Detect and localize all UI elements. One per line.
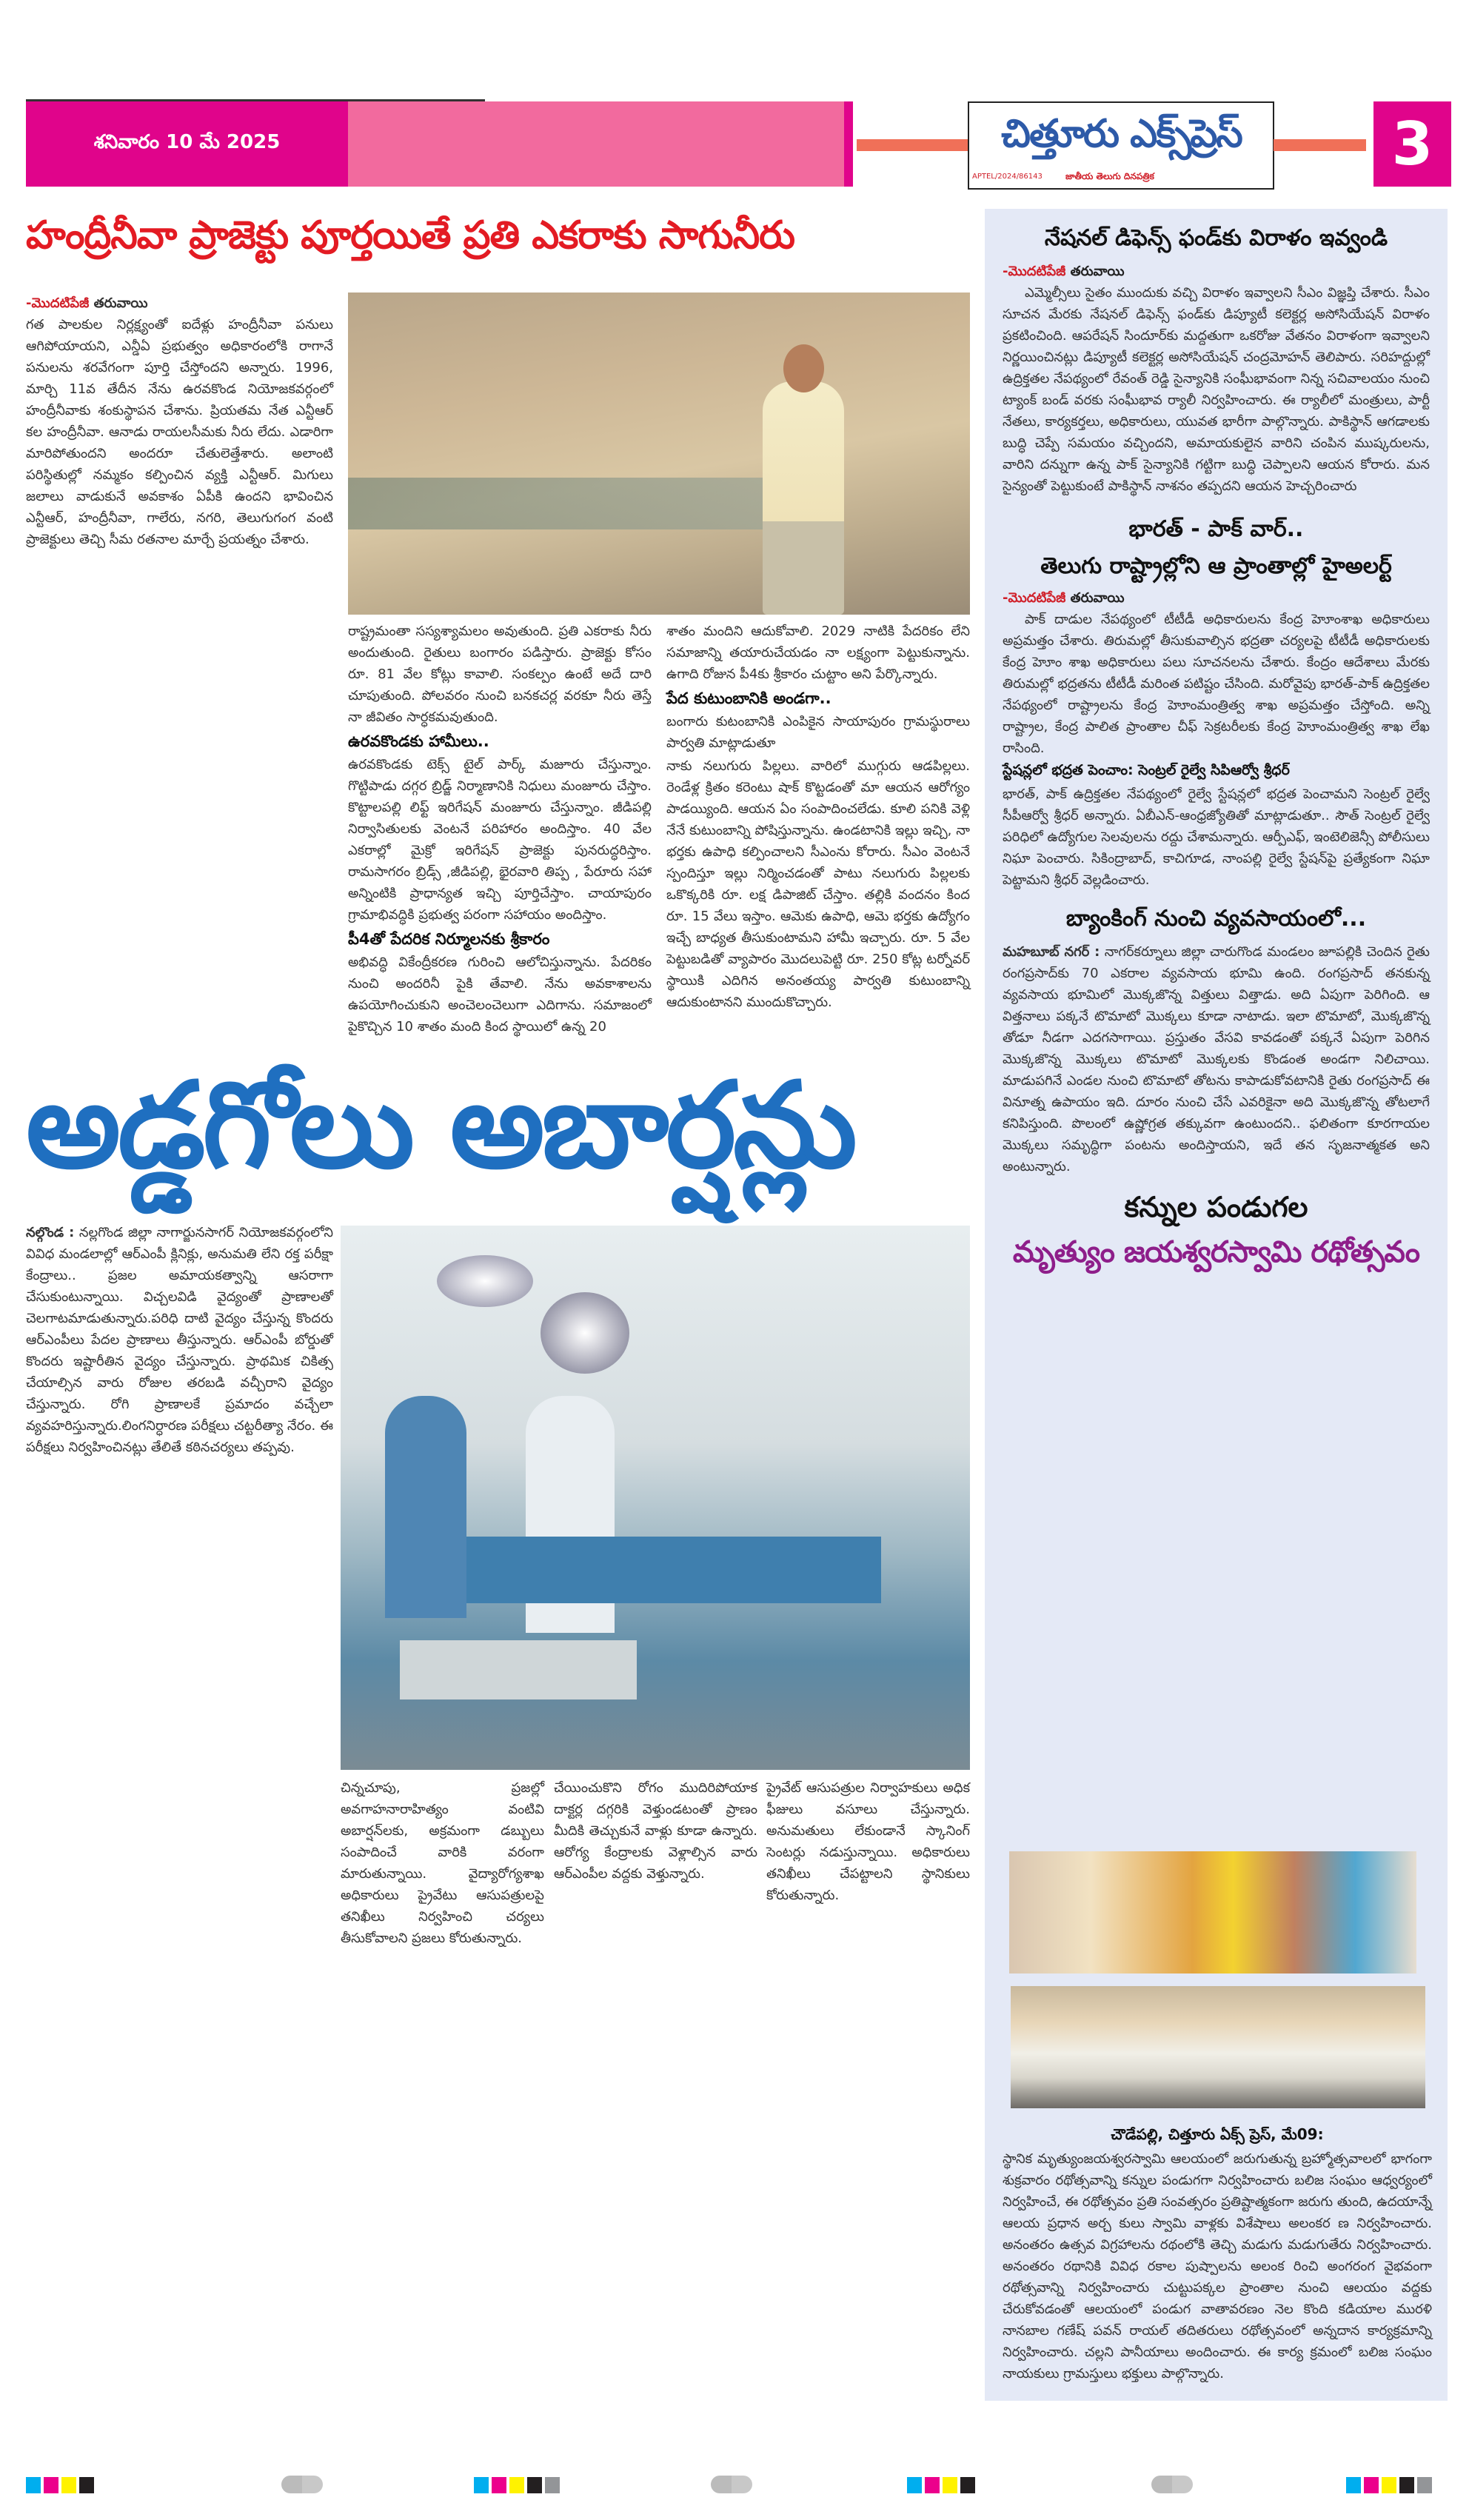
page-number: 3 xyxy=(1391,110,1433,178)
paragraph: నాకు నలుగురు పిల్లలు. వారిలో ముగ్గురు ఆడపిల్లలు. రెండేళ్ల క్రితం కరెంటు షాక్ కొట్టడంతో మా ఆయన ఆరోగ్యం పాడయ్యింది. ఆయన ఏం సంపాదించలేడు. కూలి పనికి వెళ్లి నేనే కుటుంబాన్ని పోషిస్తున్నాను. ఉండటానికి ఇల్లు ఇచ్చి, నా భర్తకు ఉపాధి కల్పించాలని సీఎంను కోరారు. సీఎం వెంటనే స్పందిస్తూ ఇల్లు నిర్మించడంతో పాటు నలుగురు పిల్లలకు ఒకొక్కరికి రూ. లక్ష డిపాజిట్ చేస్తాం. తల్లికి వందనం కింద రూ. 15 వేలు ఇస్తాం. ఆమెకు ఉపాధి, ఆమె భర్తకు ఉద్యోగం ఇచ్చే బాధ్యత తీసుకుంటామని హామీ ఇచ్చారు. రూ. 5 వేల పెట్టుబడితో వ్యాపారం మొదలుపెట్టి రూ. 250 కోట్ల టర్నోవర్ స్థాయికి ఎదిగిన అనంతయ్య పార్వతి కుటుంబాన్ని ఆదుకుంటానని ముందుకొచ్చారు. xyxy=(666,758,970,1010)
color-registration-bar xyxy=(474,2477,563,2496)
operation-theatre-photo xyxy=(341,1226,970,1770)
logo-tagline: జాతీయ తెలుగు దినపత్రిక xyxy=(1065,171,1154,181)
paragraph: స్థానిక మృత్యుంజయశ్వరస్వామి ఆలయంలో జరుగుతున్న బ్రహ్మోత్సవాలలో భాగంగా శుక్రవారం రథోత్సవాన్ని కన్నుల పండుగగా నిర్వహించారు బలిజ సంఘం ఆధ్వర్యంలో నిర్వహించే, ఈ రథోత్సవం ప్రతి సంవత్సరం ప్రతిష్టాత్మకంగా జరుగు తుంది, ఉదయాన్నే ఆలయ ప్రధాన అర్చ కులు స్వామి వాళ్లకు విశేషాలు అలంకర ణ నిర్వహించారు. అనంతరం ఉత్సవ విగ్రహాలను రథంలోకి తెచ్చి మడుగు మడుగుతేరు నిర్వహించారు. అనంతరం రథానికి వివిధ రకాల పుష్పాలను అలంక రించి అంగరంగ వైభవంగా రథోత్సవాన్ని నిర్వహించారు చుట్టుపక్కల ప్రాంతాల నుంచి ఆలయం వద్దకు చేరుకోవడంతో ఆలయంలో పండుగ వాతావరణం నెల కొంది కడియాల మురళి నానబాల గణేష్ పవన్ రాయల్ తదితరులు రథోత్సవంలో అన్నదాన కార్యక్రమాన్ని నిర్వహించారు. చల్లని పానీయాలు అందించారు. ఈ కార్య క్రమంలో బలిజ సంఘం నాయకులు గ్రామస్తులు భక్తులు పాల్గొన్నారు. xyxy=(1003,2151,1432,2382)
festival-article xyxy=(1003,2125,1432,2386)
kicker-red: -మొదటిపేజీ xyxy=(1003,264,1066,279)
handri-headline: హంద్రీనీవా ప్రాజెక్టు పూర్తయితే ప్రతి ఎకరాకు సాగునీరు xyxy=(26,213,794,258)
paragraph: ఉరవకొండకు టెక్స్ టైల్ పార్క్ మజూరు చేస్తున్నాం. గొట్టిపాడు దగ్గర బ్రిడ్జ్ నిర్మాణానికి నిధులు మంజూరు చేస్తాం. కొట్టాలపల్లి లిఫ్ట్ ఇరిగేషన్ మంజూరు చేస్తున్నాం. జీడిపల్లి నిర్వాసితులకు వెంటనే పరిహారం అందిస్తాం. 40 వేల ఎకరాల్లో మైక్రో ఇరిగేషన్ ప్రాజెక్టు పునరుద్ధరిస్తాం. రామసాగరం బ్రిడ్స్ ,జీడిపల్లి, భైరవారి తిప్ప , పేరూరు సహా అన్నింటికి ప్రాధాన్యత ఇచ్చి పూర్తిచేస్తాం. చాయాపురం గ్రామాభివద్ధికి ప్రభుత్వ పరంగా సహాయం అందిస్తాం. xyxy=(348,757,652,923)
banking-body xyxy=(1003,941,1430,1177)
header-magenta-edge xyxy=(844,101,853,187)
paragraph xyxy=(1003,941,1430,1177)
registration-pill xyxy=(711,2476,752,2496)
kicker-red: -మొదటిపేజీ xyxy=(26,295,90,311)
color-registration-bar xyxy=(1346,2477,1435,2496)
dateline: నల్గొండ : xyxy=(26,1225,75,1240)
surgeon xyxy=(385,1396,466,1618)
chariot-festival-photo-2 xyxy=(1011,1986,1425,2108)
person-head xyxy=(783,344,824,392)
railway-body xyxy=(1003,783,1430,891)
instrument-trolley xyxy=(400,1640,637,1700)
operating-table xyxy=(466,1537,881,1603)
railway-subheading: స్టేషన్లలో భద్రత పెంచాం: సెంట్రల్ రైల్వే సిపిఆర్వో శ్రీధర్ xyxy=(1003,762,1290,778)
handri-column-2 xyxy=(348,621,652,1039)
header-rule xyxy=(26,99,485,101)
festival-body xyxy=(1003,2148,1432,2384)
defence-body xyxy=(1003,282,1430,497)
issue-date: శనివారం 10 మే 2025 xyxy=(93,130,281,153)
paragraph: చేయించుకొని రోగం ముదిరిపోయాక దాక్టర్ల దగ్గరికి వెళ్తుండటంతో ప్రాణం మీదికి తెచ్చుకునే వాళ్లు కూడా ఉన్నారు. ఆరోగ్య కేంద్రాలకు వెళ్లాల్సిన వారు ఆర్ఎంపీల వద్దకు వెళ్తున్నారు. xyxy=(554,1780,757,1882)
war-body xyxy=(1003,609,1430,759)
orange-connector xyxy=(857,139,968,151)
color-registration-bar xyxy=(26,2477,97,2496)
logo-registration: APTEL/2024/86143 xyxy=(972,173,1043,181)
defence-headline: నేషనల్ డిఫెన్స్ ఫండ్‌కు విరాళం ఇవ్వండి xyxy=(1044,225,1388,251)
date-banner xyxy=(26,101,348,187)
registration-pill xyxy=(281,2476,323,2496)
dateline: చౌడేపల్లి, చిత్తూరు ఏక్స్ ప్రెస్, మే09: xyxy=(1111,2125,1324,2143)
paragraph: ఎమ్మెల్సీలు సైతం ముందుకు వచ్చి విరాళం ఇవ్వాలని సీఎం విజ్ఞప్తి చేశారు. సీఎం సూచన మేరకు నేషనల్ డిఫెన్స్ ఫండ్‌కు డిప్యూటీ కలెక్టర్ల అసోసియేషన్ విరాళం ప్రకటించింది. ఆపరేషన్ సిందూర్‌కు మద్దతుగా ఒకరోజు వేతనం విరాళంగా ఇవ్వాలని నిర్ణయించినట్లు డిప్యూటీ కలెక్టర్ల అసోసియేషన్ చంద్రమోహన్ తెలిపారు. సరిహద్దుల్లో ఉద్రిక్తతల నేపథ్యంలో రేవంత్ రెడ్డి సైన్యానికి సంఘీభావంగా నిన్న సచివాలయం నుంచి ట్యాంక్ బండ్ వరకు సంఘీభావ ర్యాలీ నిర్వహించారు. ఈ ర్యాలీలో మంత్రులు, పార్టీ నేతలు, కార్యకర్తలు, అధికారులు, యువత భారీగా పాల్గొన్నారు. పాకిస్థాన్ ఆగడాలకు బుద్ధి చెప్పే సమయం వచ్చిందని, అమాయకులైన వారిని చంపిన ముష్కరులను, వారిని దన్నుగా ఉన్న పాక్ సైన్యానికి గట్టిగా బుద్ధి చెప్పాలని ఆయన కోరారు. మన సైన్యంతో పెట్టుకుంటే పాకిస్థాన్ నాశనం తప్పదని ఆయన హెచ్చరించారు xyxy=(1003,285,1430,494)
war-subheadline: తెలుగు రాష్ట్రాల్లోని ఆ ప్రాంతాల్లో హైఅలర్ట్ xyxy=(1040,553,1392,579)
festival-headline: కన్నుల పండుగల xyxy=(1124,1191,1308,1223)
canal-water xyxy=(348,478,763,529)
handri-column-1 xyxy=(26,293,333,552)
chariot-festival-photo-1 xyxy=(1009,1851,1416,1973)
subheading: పీ4తో పేదరిక నిర్మూలనకు శ్రీకారం xyxy=(348,930,550,948)
orange-connector xyxy=(1274,139,1366,151)
continued-kicker xyxy=(26,293,333,314)
abortion-column-1 xyxy=(26,1222,333,1460)
paragraph: భారత్, పాక్ ఉద్రిక్తతల నేపథ్యంలో రైల్వే స్టేషన్లలో భద్రత పెంచామని సెంట్రల్ రైల్వే సీపీఆర్వో శ్రీధర్ అన్నారు. ఏబీఎన్-ఆంధ్రజ్యోతితో మాట్లాడుతూ.. సౌత్ సెంట్రల్ రైల్వే పరిధిలో ఉద్యోగుల సెలవులను రద్దు చేశామన్నారు. ఆర్పీఎఫ్, ఇంటెలిజెన్సీ పోలీసులు నిఘా పెంచారు. సికింద్రాబాద్, కాచిగూడ, నాంపల్లి రైల్వే స్టేషన్‌పై ప్రత్యేకంగా నిఘా పెట్టామని శ్రీధర్ వెల్లడించారు. xyxy=(1003,786,1430,888)
abortion-column-3 xyxy=(554,1777,757,1886)
dateline: మహబూబ్ నగర్ : xyxy=(1003,944,1100,960)
kicker-text: తరువాయి xyxy=(1065,590,1125,606)
paragraph: శాతం మందిని ఆదుకోవాలి. 2029 నాటికి పేదరికం లేని సమాజాన్ని తయారుచేయడం నా లక్ష్యంగా పెట్టుకున్నాను. ఉగాది రోజున పీ4కు శ్రీకారం చుట్టాం అని పేర్కొన్నారు. xyxy=(666,624,970,682)
kicker-text: తరువాయి xyxy=(89,295,148,311)
kicker-red: -మొదటిపేజీ xyxy=(1003,590,1066,606)
paragraph: బంగారు కుటంబానికి ఎంపికైన సాయాపురం గ్రామస్థురాలు పార్వతి మాట్లాడుతూ xyxy=(666,714,970,751)
paragraph: అభివద్ధి వికేంద్రీకరణ గురించి ఆలోచిస్తున్నాను. పేదరికం నుంచి అందరినీ పైకి తేవాలి. నేను అవకాశాలను ఉపయోగించుకుని అంచెలంచెలుగా ఎదిగాను. సమాజంలో పైకొచ్చిన 10 శాతం మంది కింద స్థాయిలో ఉన్న 20 xyxy=(348,955,652,1035)
color-registration-bar xyxy=(907,2477,978,2496)
logo-title: చిత్తూరు ఎక్స్‌ప్రెస్ xyxy=(1001,112,1242,156)
festival-subheadline: మృత్యుం జయశ్వరస్వామి రథోత్సవం xyxy=(1012,1235,1420,1269)
abortion-headline: అడ్డగోలు అబార్షన్లు xyxy=(26,1056,854,1194)
subheading: పేద కుటుంబానికి అండగా.. xyxy=(666,689,831,707)
cm-site-visit-photo xyxy=(348,293,970,615)
registration-pill xyxy=(1151,2476,1193,2496)
header-pink-band xyxy=(348,101,844,187)
paragraph: పాక్ దాడుల నేపథ్యంలో టీటీడీ అధికారులను కేంద్ర హెూంశాఖ అధికారులు అప్రమత్తం చేశారు. తిరుమల్లో తీసుకువాల్సిన భద్రతా చర్యలపై టీటీడీ అధికారులకు కేంద్ర హెూం శాఖ అధికారులు పలు సూచనలను చేశారు. కేంద్రం ఆదేశాలు మేరకు తిరుమల్లో భద్రతను టీటీడీ మరింత పటిష్టం చేసింది. మరోవైపు భారత్-పాక్ ఉద్రిక్తతల నేపథ్యంలో రాష్ట్రాలను కేంద్ర హెూంమంత్రిత్వ శాఖ అప్రమత్తం చేస్తోంది. అన్ని రాష్ట్రాల, కేంద్ర పాలిత ప్రాంతాల చీఫ్ సెక్రటరీలకు కేంద్ర హెూంమంత్రిత్వ శాఖ లేఖ రాసింది. xyxy=(1003,612,1430,756)
paragraph: గత పాలకుల నిర్లక్ష్యంతో ఐదేళ్లు హంద్రీనీవా పనులు ఆగిపోయాయని, ఎన్డీఏ ప్రభుత్వం అధికారంలోకి రాగానే పనులను శరవేగంగా పూర్తి చేస్తోందని అన్నారు. 1996, మార్చి 11వ తేదీన నేను ఉరవకొండ నియోజకవర్గంలో హంద్రీనీవాకు శంకుస్థాపన చేశాను. ప్రియతమ నేత ఎన్టీఆర్ కల హంద్రీనీవా. ఆనాడు రాయలసీమకు నీరు లేదు. ఎడారిగా మారిపోతుందని అందరూ చేతులెత్తేశారు. అలాంటి పరిస్థితుల్లో నమ్మకం కల్పించిన వ్యక్తి ఎన్టీఆర్. మిగులు జలాలు వాడుకునే అవకాశం ఏపీకి ఉందని భావించిన ఎన్టీఆర్, హంద్రీనీవా, గాలేరు, నగరి, తెలుగుగంగ వంటి ప్రాజెక్టులు తెచ్చి సీమ రతనాల మార్చే ప్రయత్నం చేశారు. xyxy=(26,317,333,547)
continued-kicker xyxy=(1003,264,1430,282)
surgical-lamp xyxy=(437,1255,533,1307)
banking-headline: బ్యాంకింగ్ నుంచి వ్యవసాయంలో... xyxy=(1065,906,1367,932)
abortion-column-2 xyxy=(341,1777,544,1951)
paragraph: ప్రైవేట్ ఆసుపత్రుల నిర్వాహకులు అధిక ఫీజులు వసూలు చేస్తున్నారు. అనుమతులు లేకుండానే స్కానింగ్ సెంటర్లు నడుస్తున్నాయి. అధికారులు తనిఖీలు చేపట్టాలని స్థానికులు కోరుతున్నారు. xyxy=(766,1780,970,1903)
page-number-box xyxy=(1373,101,1451,187)
paragraph: చిన్నచూపు, ప్రజల్లో అవగాహనారాహిత్యం వంటివి అబార్షన్‌లకు, అక్రమంగా డబ్బులు సంపాదించే వారికి వరంగా మారుతున్నాయి. వైద్యారోగ్యశాఖ అధికారులు ప్రైవేటు ఆసుపత్రులపై తనిఖీలు నిర్వహించి చర్యలు తీసుకోవాలని ప్రజలు కోరుతున్నారు. xyxy=(341,1780,544,1946)
handri-column-3 xyxy=(666,621,970,1015)
paragraph xyxy=(26,1222,333,1458)
continued-kicker xyxy=(1003,590,1430,609)
newspaper-logo xyxy=(968,101,1274,190)
war-headline: భారత్ - పాక్ వార్.. xyxy=(1128,516,1304,542)
paragraph-text: నల్లగొండ జిల్లా నాగార్జునసాగర్ నియోజకవర్గంలోని వివిధ మండలాల్లో ఆర్ఎంపీ క్లినిక్లు, అనుమతి లేని రక్త పరీక్షా కేంద్రాలు.. ప్రజల అమాయకత్వాన్ని ఆసరాగా చేసుకుంటున్నాయి. విచ్చలవిడి వైద్యంతో ప్రాణాలతో చెలగాటమాడుతున్నారు.పరిధి దాటి వైద్యం చేస్తున్న కొందరు ఆర్ఎంపీలు పేదల ప్రాణాలు తీస్తున్నారు. ఆర్ఎంపీ బోర్డుతో కొందరు ఇష్టారీతిన వైద్యం చేస్తున్నారు. ప్రాథమిక చికిత్స చేయాల్సిన వారు రోజుల తరబడి వచ్చీరాని వైద్యం చేస్తున్నారు. రోగి ప్రాణాలకే ప్రమాదం వచ్చేలా వ్యవహరిస్తున్నారు.లింగనిర్ధారణ పరీక్షలు చట్టరీత్యా నేరం. ఈ పరీక్షలు నిర్వహించినట్లు తేలితే కఠినచర్యలు తప్పవు. xyxy=(26,1225,333,1455)
abortion-column-4 xyxy=(766,1777,970,1908)
paragraph-text: నాగర్‌కర్నూలు జిల్లా చారుగొండ మండలం జూపల్లికి చెందిన రైతు రంగప్రసాద్‌కు 70 ఎకరాల వ్యవసాయ భూమి ఉంది. రంగప్రసాద్ తనకున్న వ్యవసాయ భూమిలో మొక్కజొన్న విత్తులు విత్తాడు. అది ఏపుగా పెరిగింది. ఆ విత్తనాలు పక్కనే టొమాటో మొక్కలు కూడా నాటాడు. ఇలా టొమాటో, మొక్కజొన్న తోడూ నీడగా ఎదగసాగాయి. ప్రస్తుతం వేసవి కావడంతో పక్కనే ఏపుగా పెరిగిన మొక్కజొన్న మొక్కలు టొమాటో మొక్కలకు కొండంత అండగా నిలిచాయి. మాడుపగినే ఎండల నుంచి టొమాటో తోటను కాపాడుకోవటానికి రైతు రంగప్రసాద్ ఈ వినూత్న ఉపాయం ఇది. దూరం నుంచి చేసే ఎవరికైనా అది మొక్కజొన్న తోటలాగే కనిపిస్తుంది. పొలంలో ఉష్ణోగ్రత తక్కువగా ఉంటుందని.. ఫలితంగా కూరగాయల మొక్కలు సమృద్ధిగా పంటను అందిస్తాయని, ఇదే తన సృజనాత్మకత అని అంటున్నారు. xyxy=(1003,944,1430,1174)
person-figure xyxy=(763,381,844,615)
surgical-lamp xyxy=(541,1292,629,1374)
kicker-text: తరువాయి xyxy=(1065,264,1125,279)
paragraph: రాష్ట్రమంతా సస్యశ్యామలం అవుతుంది. ప్రతి ఎకరాకు నీరు అందుతుంది. రైతులు బంగారం పడిస్తారు. ప్రాజెక్టు కోసం రూ. 81 వేల కోట్లు కావాలి. సంకల్పం ఉంటే అదే దారి చూపుతుంది. పోలవరం నుంచి బనకచర్ల వరకూ నీరు తెస్తే నా జీవితం సార్ధకమవుతుంది. xyxy=(348,624,652,725)
subheading: ఉరవకొండకు హామీలు.. xyxy=(348,732,489,750)
